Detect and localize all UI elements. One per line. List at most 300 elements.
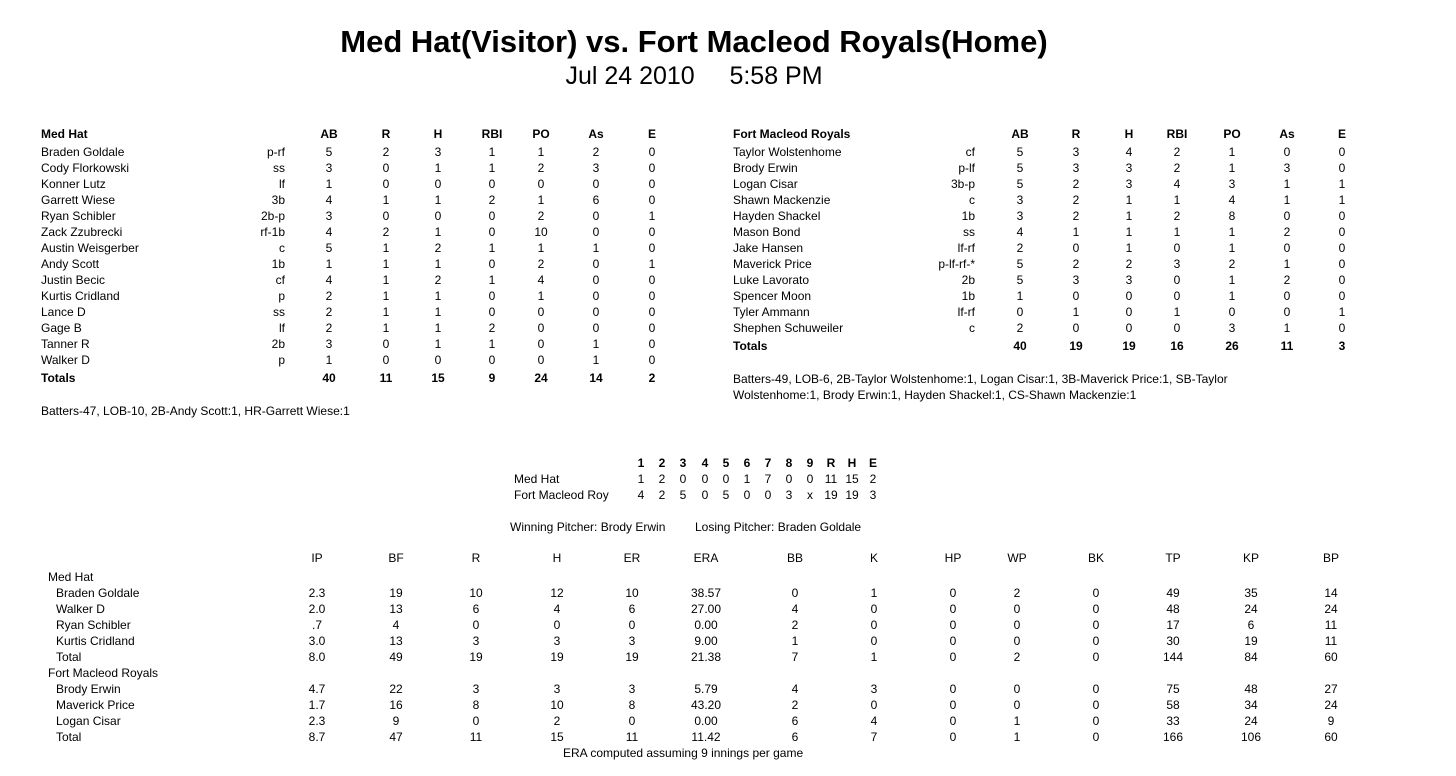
inning-header: 2 (658, 456, 666, 470)
game-datetime (0, 62, 1388, 91)
stat-value: 2 (1072, 257, 1080, 271)
pitching-stat: 0 (472, 618, 480, 632)
pitching-stat: 0 (1092, 682, 1100, 696)
stat-value: 2 (1228, 257, 1236, 271)
stat-value: 0 (382, 353, 390, 367)
stat-value: 1 (537, 289, 545, 303)
stat-value: 0 (434, 209, 442, 223)
player-name: Lance D (41, 305, 86, 319)
inning-score: x (807, 488, 813, 502)
pitching-header-bk: BK (1087, 551, 1104, 565)
stat-value: 1 (488, 337, 496, 351)
player-position: lf (279, 321, 285, 335)
stat-value: 0 (1338, 289, 1346, 303)
column-header-r: R (1071, 127, 1081, 141)
pitching-stat: 7 (791, 650, 799, 664)
pitching-stat: 0 (1092, 618, 1100, 632)
pitching-stat: 13 (389, 634, 403, 648)
player-position: ss (273, 305, 285, 319)
stat-value: 0 (648, 177, 656, 191)
stat-value: 1 (434, 225, 442, 239)
pitching-stat: 0 (472, 714, 480, 728)
player-position: c (969, 321, 975, 335)
stat-value: 0 (1072, 241, 1080, 255)
pitcher-name: Ryan Schibler (56, 618, 131, 632)
pitching-header-r: R (471, 551, 481, 565)
totals-value: 3 (1338, 339, 1346, 353)
pitching-stat: 19 (625, 650, 639, 664)
pitching-stat: 60 (1324, 730, 1338, 744)
player-position: 2b (271, 337, 285, 351)
pitching-stat: 1 (791, 634, 799, 648)
stat-value: 0 (1173, 289, 1181, 303)
pitching-header-k: K (869, 551, 878, 565)
stat-value: 0 (488, 177, 496, 191)
pitching-stat: 11 (469, 730, 483, 744)
stat-value: 0 (488, 209, 496, 223)
pitching-stat: 0 (1092, 586, 1100, 600)
stat-value: 0 (1125, 305, 1133, 319)
stat-value: 5 (325, 145, 333, 159)
stat-value: 0 (1283, 241, 1291, 255)
player-name: Spencer Moon (733, 289, 812, 303)
column-header-e: E (1337, 127, 1346, 141)
stat-value: 2 (325, 305, 333, 319)
pitching-stat: 43.20 (690, 698, 722, 712)
pitching-stat: 1 (1013, 714, 1021, 728)
player-position: 2b-p (260, 209, 285, 223)
pitching-stat: 6 (791, 714, 799, 728)
stat-value: 0 (1228, 305, 1236, 319)
inning-score: 7 (764, 472, 772, 486)
player-name: Ryan Schibler (41, 209, 116, 223)
pitching-header-h: H (552, 551, 562, 565)
player-name: Shawn Mackenzie (733, 193, 831, 207)
home-batting-notes-line1: Batters-49, LOB-6, 2B-Taylor Wolstenhome:1, Logan Cisar:1, 3B-Maverick Price:1, SB-Taylor (733, 372, 1228, 386)
stat-value: 1 (537, 241, 545, 255)
pitching-stat: 11.42 (691, 730, 721, 744)
column-header-rbi: RBI (1166, 127, 1188, 141)
stat-value: 3 (1016, 193, 1024, 207)
stat-value: 1 (1125, 193, 1133, 207)
pitching-stat: 0 (1092, 650, 1100, 664)
stat-value: 1 (488, 241, 496, 255)
player-name: Gage B (41, 321, 82, 335)
pitching-stat: 6 (628, 602, 636, 616)
player-name: Walker D (41, 353, 90, 367)
player-name: Hayden Shackel (733, 209, 821, 223)
pitching-stat: 0 (1092, 634, 1100, 648)
stat-value: 3 (1072, 145, 1080, 159)
stat-value: 0 (488, 257, 496, 271)
stat-value: 3 (1072, 161, 1080, 175)
pitching-stat: 0 (1092, 714, 1100, 728)
stat-value: 0 (592, 321, 600, 335)
pitching-stat: 49 (1166, 586, 1180, 600)
inning-score: 1 (743, 472, 751, 486)
stat-value: 1 (382, 193, 390, 207)
game-date: Jul 24 2010 (565, 62, 695, 90)
stat-value: 0 (382, 161, 390, 175)
stat-value: 1 (1228, 273, 1236, 287)
stat-value: 3 (325, 337, 333, 351)
stat-value: 3 (1173, 257, 1181, 271)
pitching-stat: 1 (870, 650, 878, 664)
pitching-stat: 16 (389, 698, 403, 712)
player-position: 1b (961, 209, 975, 223)
stat-value: 1 (537, 145, 545, 159)
stat-value: 2 (325, 321, 333, 335)
inning-score: 0 (701, 472, 709, 486)
inning-header: H (847, 456, 857, 470)
stat-value: 1 (382, 289, 390, 303)
stat-value: 3 (434, 145, 442, 159)
pitching-stat: 10 (550, 698, 564, 712)
pitching-stat: 0 (1013, 682, 1021, 696)
stat-value: 2 (382, 145, 390, 159)
pitching-stat: .7 (311, 618, 322, 632)
game-time: 5:58 PM (729, 62, 823, 90)
player-position: lf-rf (957, 241, 975, 255)
pitching-stat: 0 (949, 682, 957, 696)
column-header-rbi: RBI (481, 127, 503, 141)
stat-value: 2 (488, 193, 496, 207)
pitching-stat: 0 (1013, 634, 1021, 648)
stat-value: 1 (1072, 225, 1080, 239)
stat-value: 0 (648, 145, 656, 159)
stat-value: 2 (537, 257, 545, 271)
column-header-ab: AB (1011, 127, 1029, 141)
linescore-team: Med Hat (514, 472, 560, 486)
inning-score: 15 (845, 472, 859, 486)
stat-value: 0 (648, 273, 656, 287)
inning-header: 4 (701, 456, 709, 470)
stat-value: 1 (1125, 241, 1133, 255)
stat-value: 0 (648, 241, 656, 255)
stat-value: 2 (592, 145, 600, 159)
stat-value: 0 (1338, 225, 1346, 239)
stat-value: 0 (1016, 305, 1024, 319)
inning-score: 19 (845, 488, 859, 502)
pitching-stat: 75 (1166, 682, 1180, 696)
inning-score: 0 (806, 472, 814, 486)
stat-value: 1 (1016, 289, 1024, 303)
stat-value: 1 (382, 321, 390, 335)
player-name: Garrett Wiese (41, 193, 116, 207)
pitching-stat: 0 (949, 586, 957, 600)
stat-value: 1 (382, 273, 390, 287)
stat-value: 0 (1283, 305, 1291, 319)
stat-value: 5 (1016, 177, 1024, 191)
player-position: c (969, 193, 975, 207)
stat-value: 0 (592, 225, 600, 239)
stat-value: 2 (1125, 257, 1133, 271)
stat-value: 4 (1016, 225, 1024, 239)
player-position: cf (965, 145, 975, 159)
stat-value: 1 (648, 257, 656, 271)
stat-value: 1 (325, 257, 333, 271)
inning-score: 3 (869, 488, 877, 502)
stat-value: 1 (325, 353, 333, 367)
pitching-stat: 3 (472, 682, 480, 696)
stat-value: 3 (1283, 161, 1291, 175)
stat-value: 1 (1338, 177, 1346, 191)
stat-value: 0 (1338, 161, 1346, 175)
stat-value: 5 (1016, 161, 1024, 175)
stat-value: 1 (488, 273, 496, 287)
pitching-stat: 8 (628, 698, 636, 712)
stat-value: 1 (1125, 209, 1133, 223)
stat-value: 0 (648, 161, 656, 175)
stat-value: 2 (434, 273, 442, 287)
stat-value: 3 (1228, 177, 1236, 191)
pitching-stat: 17 (1166, 618, 1180, 632)
totals-value: 19 (1069, 339, 1083, 353)
pitching-stat: 4 (553, 602, 561, 616)
pitching-stat: 2 (791, 698, 799, 712)
stat-value: 1 (434, 289, 442, 303)
pitching-stat: 24 (1324, 602, 1338, 616)
pitching-stat: 1 (870, 586, 878, 600)
pitching-header-bf: BF (388, 551, 404, 565)
pitching-header-bb: BB (786, 551, 803, 565)
stat-value: 0 (592, 177, 600, 191)
stat-value: 0 (537, 337, 545, 351)
player-position: lf (279, 177, 285, 191)
pitching-stat: 0.00 (694, 618, 718, 632)
stat-value: 4 (1125, 145, 1133, 159)
column-header-ab: AB (320, 127, 338, 141)
pitching-stat: 8.0 (308, 650, 326, 664)
stat-value: 0 (648, 193, 656, 207)
pitching-stat: 6 (1247, 618, 1255, 632)
stat-value: 4 (325, 193, 333, 207)
pitcher-name: Kurtis Cridland (56, 634, 135, 648)
pitching-stat: 3 (628, 682, 636, 696)
stat-value: 1 (1228, 161, 1236, 175)
column-header-as: As (1279, 127, 1295, 141)
pitching-stat: 13 (389, 602, 403, 616)
stat-value: 6 (592, 193, 600, 207)
stat-value: 0 (537, 305, 545, 319)
stat-value: 1 (1228, 241, 1236, 255)
pitching-stat: 10 (469, 586, 483, 600)
inning-header: E (868, 456, 877, 470)
pitching-stat: 0 (949, 714, 957, 728)
player-position: ss (963, 225, 975, 239)
team-name-header: Med Hat (41, 127, 88, 141)
pitching-stat: 2 (1013, 650, 1021, 664)
stat-value: 3 (1125, 273, 1133, 287)
pitching-stat: 9.00 (694, 634, 718, 648)
winning-pitcher: Winning Pitcher: Brody Erwin (510, 520, 666, 534)
pitching-stat: 60 (1324, 650, 1338, 664)
stat-value: 1 (592, 353, 600, 367)
inning-header: 8 (785, 456, 793, 470)
pitching-stat: 0 (1092, 730, 1100, 744)
pitcher-name: Logan Cisar (56, 714, 121, 728)
pitching-stat: 5.79 (694, 682, 718, 696)
team-name-header: Fort Macleod Royals (733, 127, 851, 141)
pitching-stat: 22 (389, 682, 403, 696)
stat-value: 1 (382, 305, 390, 319)
pitching-stat: 84 (1244, 650, 1258, 664)
pitching-stat: 144 (1162, 650, 1184, 664)
pitching-stat: 4.7 (308, 682, 326, 696)
stat-value: 2 (537, 209, 545, 223)
pitching-stat: 3 (628, 634, 636, 648)
pitching-stat: 0 (791, 586, 799, 600)
inning-header: 5 (722, 456, 730, 470)
player-position: p (278, 353, 285, 367)
player-position: p-lf (958, 161, 975, 175)
stat-value: 0 (1125, 321, 1133, 335)
pitching-header-era: ERA (693, 551, 719, 565)
pitching-stat: 0 (870, 602, 878, 616)
totals-value: 11 (1280, 339, 1294, 353)
stat-value: 0 (1338, 145, 1346, 159)
pitcher-name: Brody Erwin (56, 682, 121, 696)
pitcher-name: Walker D (56, 602, 105, 616)
inning-header: 1 (637, 456, 645, 470)
inning-score: 19 (824, 488, 838, 502)
player-name: Cody Florkowski (41, 161, 130, 175)
linescore-team: Fort Macleod Roy (514, 488, 609, 502)
stat-value: 1 (1283, 257, 1291, 271)
column-header-e: E (647, 127, 656, 141)
pitching-stat: 4 (392, 618, 400, 632)
stat-value: 0 (1283, 289, 1291, 303)
player-position: lf-rf (957, 305, 975, 319)
pitching-stat: 0 (949, 618, 957, 632)
stat-value: 0 (1338, 321, 1346, 335)
inning-score: 0 (679, 472, 687, 486)
stat-value: 2 (434, 241, 442, 255)
pitching-stat: 2.3 (308, 714, 326, 728)
stat-value: 5 (1016, 273, 1024, 287)
pitching-header-er: ER (623, 551, 641, 565)
stat-value: 1 (1228, 145, 1236, 159)
stat-value: 4 (325, 273, 333, 287)
pitching-stat: 21.38 (690, 650, 722, 664)
stat-value: 0 (1338, 241, 1346, 255)
stat-value: 2 (1173, 209, 1181, 223)
pitching-stat: 0 (949, 650, 957, 664)
stat-value: 3 (1072, 273, 1080, 287)
stat-value: 1 (1173, 305, 1181, 319)
stat-value: 1 (1228, 289, 1236, 303)
stat-value: 0 (537, 321, 545, 335)
pitching-stat: 11 (1324, 618, 1338, 632)
totals-value: 14 (589, 371, 603, 385)
pitching-stat: 0 (553, 618, 561, 632)
pitching-stat: 4 (870, 714, 878, 728)
stat-value: 2 (1173, 145, 1181, 159)
totals-value: 15 (431, 371, 445, 385)
pitching-stat: 0 (1013, 618, 1021, 632)
pitching-total-label: Total (56, 650, 82, 664)
player-position: c (279, 241, 285, 255)
pitching-stat: 49 (389, 650, 403, 664)
inning-header: R (826, 456, 836, 470)
stat-value: 0 (648, 321, 656, 335)
player-position: 3b (271, 193, 285, 207)
stat-value: 0 (537, 177, 545, 191)
stat-value: 4 (1228, 193, 1236, 207)
pitching-stat: 0 (949, 602, 957, 616)
inning-score: 5 (679, 488, 687, 502)
player-name: Mason Bond (733, 225, 801, 239)
player-name: Brody Erwin (733, 161, 798, 175)
column-header-po: PO (1223, 127, 1241, 141)
totals-label: Totals (41, 371, 76, 385)
stat-value: 1 (1072, 305, 1080, 319)
stat-value: 1 (434, 193, 442, 207)
stat-value: 1 (382, 241, 390, 255)
stat-value: 1 (325, 177, 333, 191)
totals-value: 11 (379, 371, 393, 385)
stat-value: 0 (648, 305, 656, 319)
totals-value: 24 (534, 371, 548, 385)
player-position: p-lf-rf-* (938, 257, 975, 271)
pitching-stat: 48 (1244, 682, 1258, 696)
pitching-stat: 2.3 (308, 586, 326, 600)
home-batting-notes-line2: Wolstenhome:1, Brody Erwin:1, Hayden Shackel:1, CS-Shawn Mackenzie:1 (733, 388, 1137, 402)
player-position: 1b (271, 257, 285, 271)
stat-value: 1 (1228, 225, 1236, 239)
inning-score: 0 (764, 488, 772, 502)
pitching-stat: 9 (1327, 714, 1335, 728)
player-position: p-rf (267, 145, 285, 159)
inning-header: 3 (679, 456, 687, 470)
player-name: Taylor Wolstenhome (733, 145, 842, 159)
stat-value: 2 (325, 289, 333, 303)
pitching-stat: 4 (791, 682, 799, 696)
stat-value: 8 (1228, 209, 1236, 223)
totals-value: 19 (1122, 339, 1136, 353)
inning-header: 6 (743, 456, 751, 470)
stat-value: 4 (1173, 177, 1181, 191)
stat-value: 5 (1016, 145, 1024, 159)
pitching-stat: 58 (1166, 698, 1180, 712)
pitching-stat: 48 (1166, 602, 1180, 616)
pitching-stat: 1 (1013, 730, 1021, 744)
stat-value: 1 (488, 161, 496, 175)
pitching-stat: 3 (553, 682, 561, 696)
stat-value: 1 (434, 321, 442, 335)
pitching-stat: 2 (553, 714, 561, 728)
stat-value: 5 (325, 241, 333, 255)
stat-value: 1 (1338, 193, 1346, 207)
totals-value: 2 (648, 371, 656, 385)
stat-value: 2 (1072, 177, 1080, 191)
losing-pitcher: Losing Pitcher: Braden Goldale (695, 520, 862, 534)
stat-value: 1 (434, 161, 442, 175)
pitching-stat: 14 (1324, 586, 1338, 600)
stat-value: 0 (592, 209, 600, 223)
pitching-stat: 27.00 (690, 602, 722, 616)
stat-value: 0 (592, 273, 600, 287)
stat-value: 2 (1072, 209, 1080, 223)
player-name: Tyler Ammann (733, 305, 810, 319)
pitching-header-bp: BP (1322, 551, 1339, 565)
stat-value: 0 (1072, 289, 1080, 303)
pitching-stat: 38.57 (690, 586, 722, 600)
stat-value: 1 (537, 193, 545, 207)
totals-value: 9 (488, 371, 496, 385)
player-name: Justin Becic (41, 273, 106, 287)
pitching-stat: 0 (949, 730, 957, 744)
